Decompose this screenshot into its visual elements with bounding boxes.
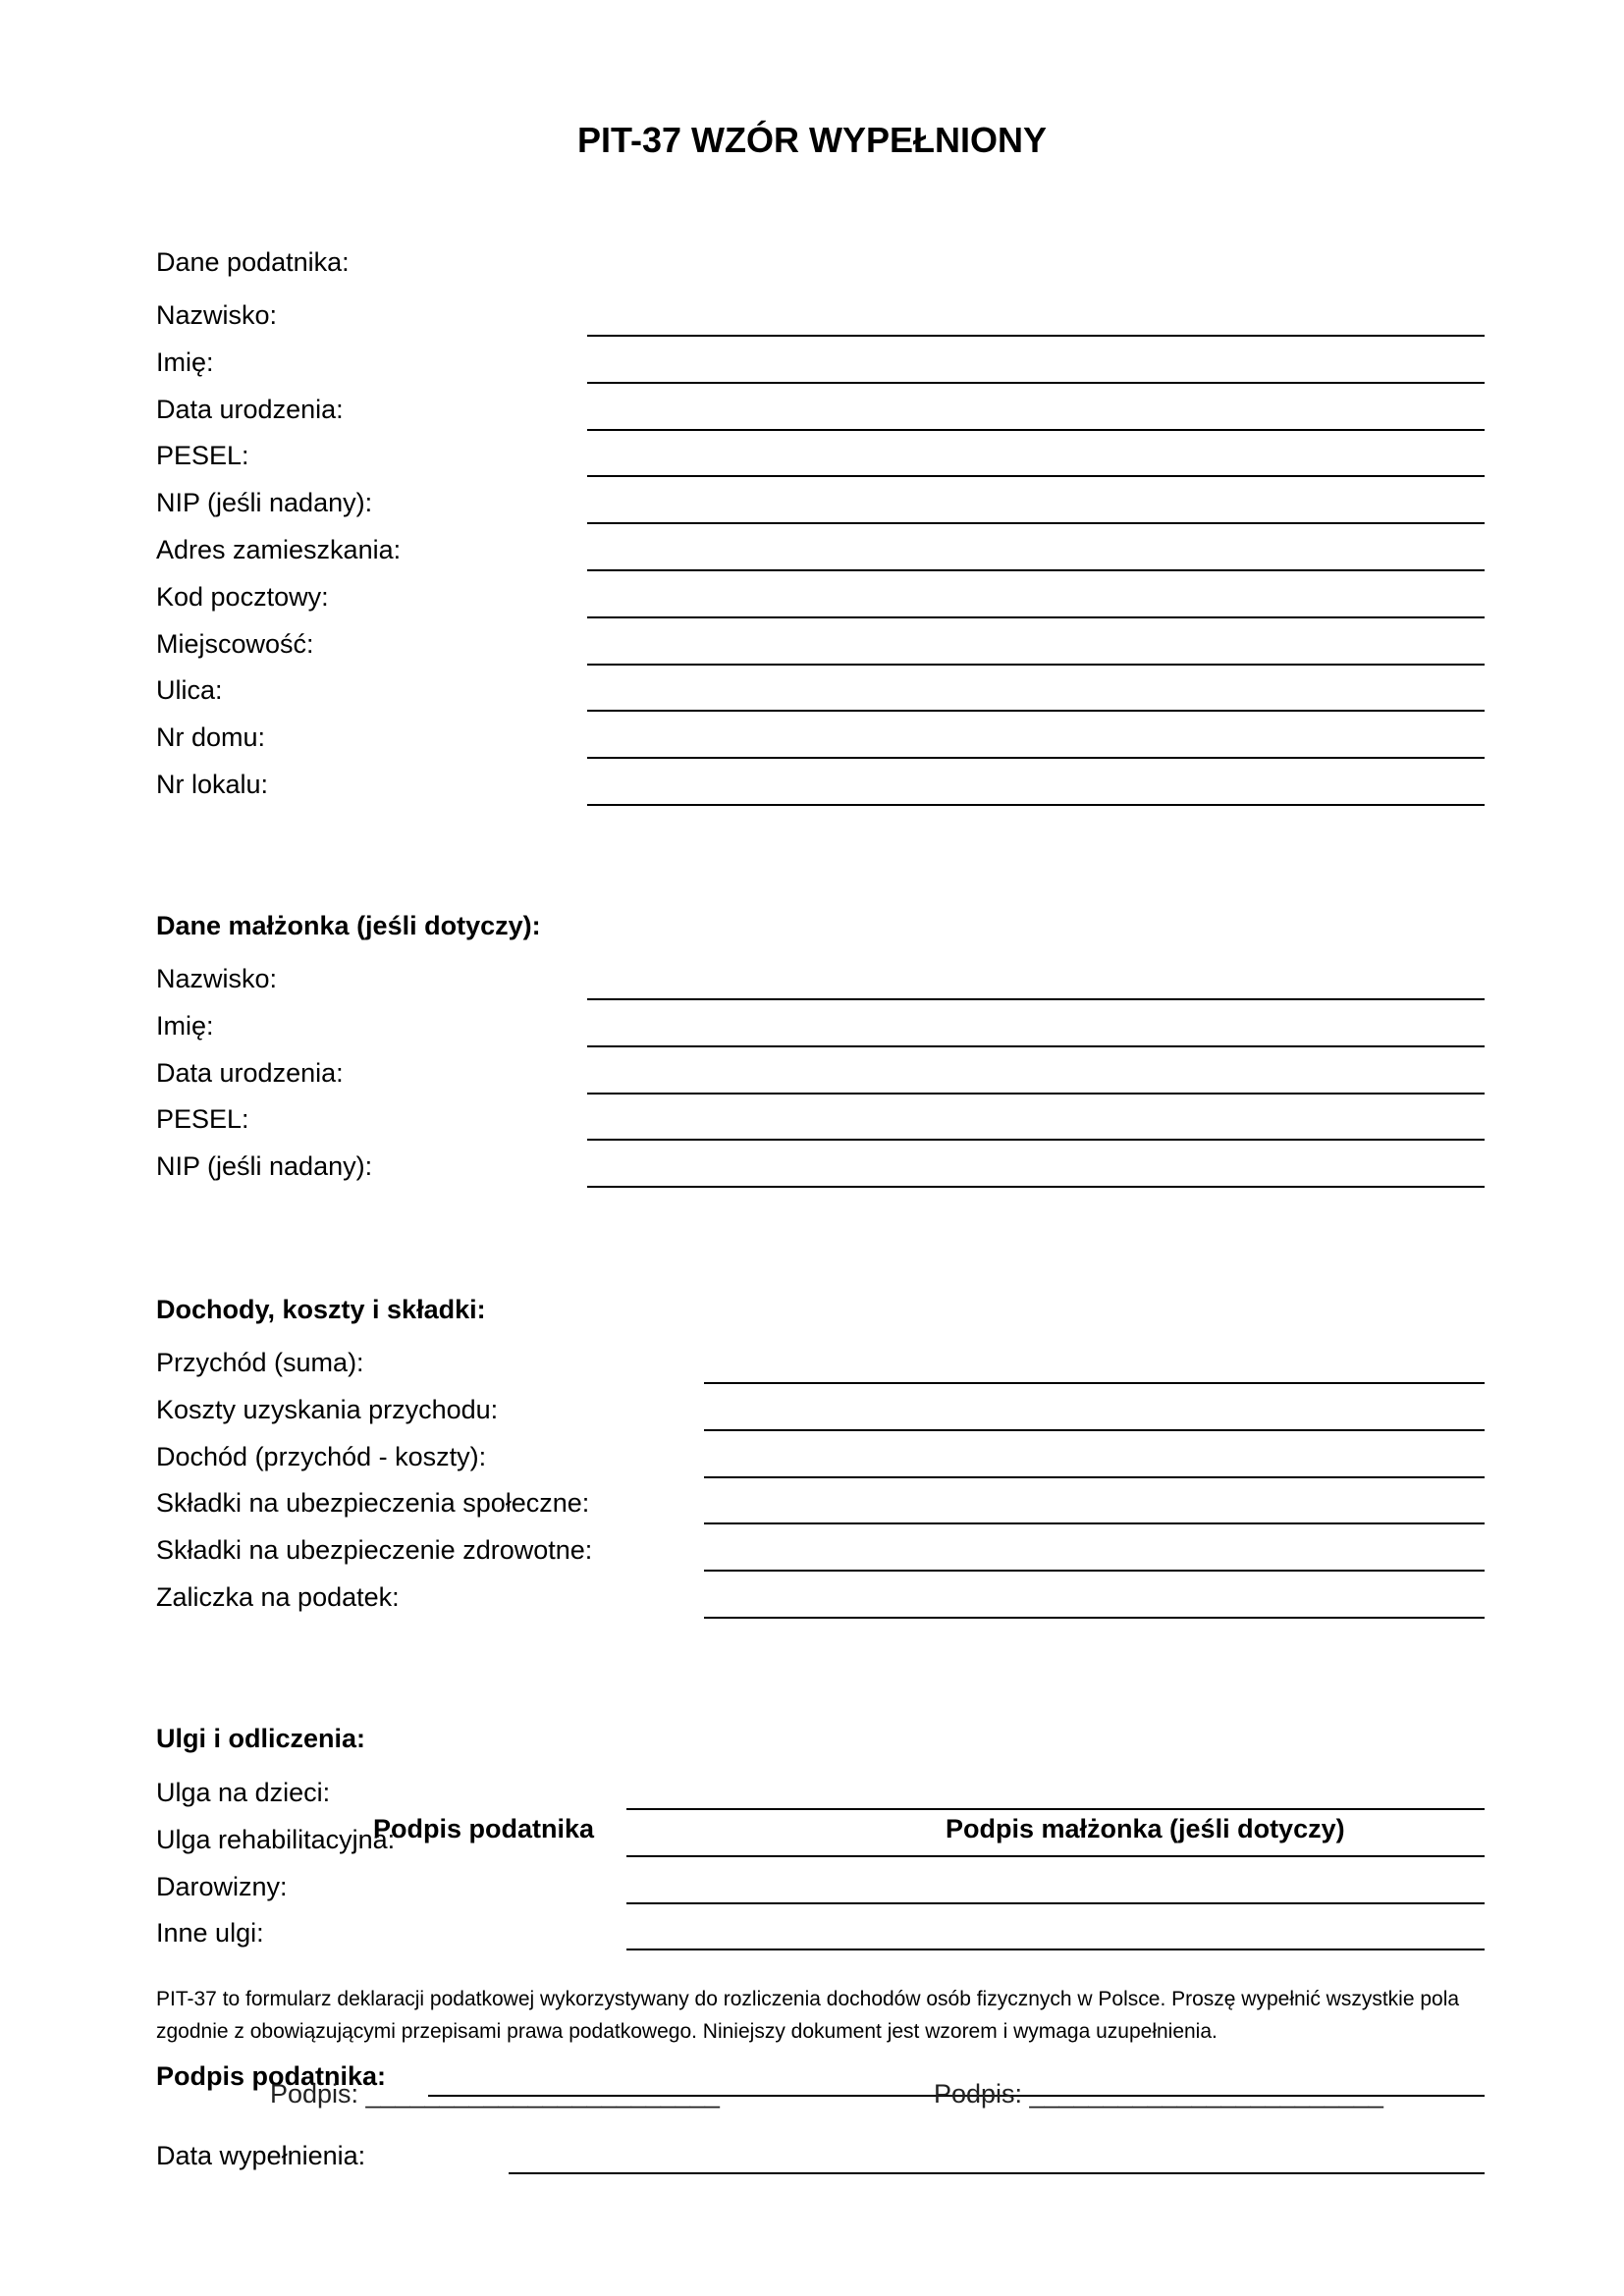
taxpayer-field-input-line[interactable] [587,382,1485,384]
spouse-field-label: PESEL: [156,1104,249,1135]
taxpayer-field-input-line[interactable] [587,522,1485,524]
spouse-signature-header: Podpis małżonka (jeśli dotyczy) [946,1814,1345,1843]
income-field-label: Dochód (przychód - koszty): [156,1441,487,1471]
taxpayer-field-input-line[interactable] [587,664,1485,666]
reliefs-field-label: Inne ulgi: [156,1918,264,1949]
taxpayer-field-label: Imię: [156,347,214,377]
reliefs-field-label: Ulga na dzieci: [156,1778,331,1807]
income-field-input-line[interactable] [704,1382,1485,1384]
reliefs-field-label: Ulga rehabilitacyjna: [156,1824,396,1854]
date-line[interactable] [509,2172,1485,2174]
income-field-label: Przychód (suma): [156,1348,364,1377]
reliefs-field-input-line[interactable] [626,1902,1485,1904]
spouse-heading: Dane małżonka (jeśli dotyczy): [156,911,541,940]
income-field-input-line[interactable] [704,1476,1485,1478]
taxpayer-field-input-line[interactable] [587,475,1485,477]
income-field-label: Składki na ubezpieczenie zdrowotne: [156,1535,593,1566]
taxpayer-field-input-line[interactable] [587,335,1485,337]
taxpayer-field-label: NIP (jeśli nadany): [156,488,373,518]
spouse-field-input-line[interactable] [587,998,1485,1000]
date-label: Data wypełnienia: [156,2141,366,2170]
spouse-field-input-line[interactable] [587,1139,1485,1141]
signature-right-field[interactable]: Podpis: ________________________ [934,2079,1383,2109]
taxpayer-field-label: Kod pocztowy: [156,581,329,612]
taxpayer-field-label: Nazwisko: [156,300,278,330]
reliefs-field-label: Darowizny: [156,1871,288,1901]
reliefs-field-input-line[interactable] [626,1949,1485,1950]
taxpayer-heading: Dane podatnika: [156,247,350,277]
taxpayer-field-label: Nr lokalu: [156,770,269,799]
reliefs-field-input-line[interactable] [626,1808,1485,1810]
signature-label: Podpis podatnika: [156,2061,387,2091]
taxpayer-field-label: PESEL: [156,441,249,471]
spouse-field-input-line[interactable] [587,1186,1485,1188]
income-field-input-line[interactable] [704,1429,1485,1431]
income-field-label: Składki na ubezpieczenia społeczne: [156,1488,590,1519]
spouse-field-input-line[interactable] [587,1093,1485,1095]
taxpayer-signature-header: Podpis podatnika [373,1814,595,1843]
spouse-field-label: NIP (jeśli nadany): [156,1151,373,1182]
taxpayer-field-input-line[interactable] [587,429,1485,431]
reliefs-field-input-line[interactable] [626,1855,1485,1857]
taxpayer-field-label: Data urodzenia: [156,394,344,424]
spouse-field-label: Imię: [156,1010,214,1041]
spouse-field-label: Nazwisko: [156,964,278,993]
taxpayer-field-label: Ulica: [156,675,223,706]
income-field-input-line[interactable] [704,1522,1485,1524]
income-field-input-line[interactable] [704,1570,1485,1572]
reliefs-heading: Ulgi i odliczenia: [156,1724,366,1753]
spouse-field-label: Data urodzenia: [156,1057,344,1088]
income-field-label: Koszty uzyskania przychodu: [156,1394,499,1424]
taxpayer-field-label: Adres zamieszkania: [156,535,402,564]
page-title: PIT-37 WZÓR WYPEŁNIONY [576,120,1048,160]
signature-left-field[interactable]: Podpis: ________________________ [270,2079,720,2109]
taxpayer-field-input-line[interactable] [587,569,1485,571]
taxpayer-field-input-line[interactable] [587,804,1485,806]
income-field-label: Zaliczka na podatek: [156,1582,400,1612]
taxpayer-field-input-line[interactable] [587,710,1485,712]
description-text: PIT-37 to formularz deklaracji podatkowej wykorzystywany do rozliczenia dochodów osób fizycznych w Polsce. Proszę wypełnić wszystkie pola zgodnie z obowiązującymi przepisami prawa podatkowego. Niniejszy dokument jest wzorem i wymaga uzupełnienia. [156,1988,1460,2043]
taxpayer-field-label: Nr domu: [156,722,266,753]
income-field-input-line[interactable] [704,1617,1485,1619]
income-heading: Dochody, koszty i składki: [156,1295,486,1324]
taxpayer-field-input-line[interactable] [587,757,1485,759]
taxpayer-field-input-line[interactable] [587,616,1485,618]
taxpayer-field-label: Miejscowość: [156,628,314,659]
spouse-field-input-line[interactable] [587,1045,1485,1047]
